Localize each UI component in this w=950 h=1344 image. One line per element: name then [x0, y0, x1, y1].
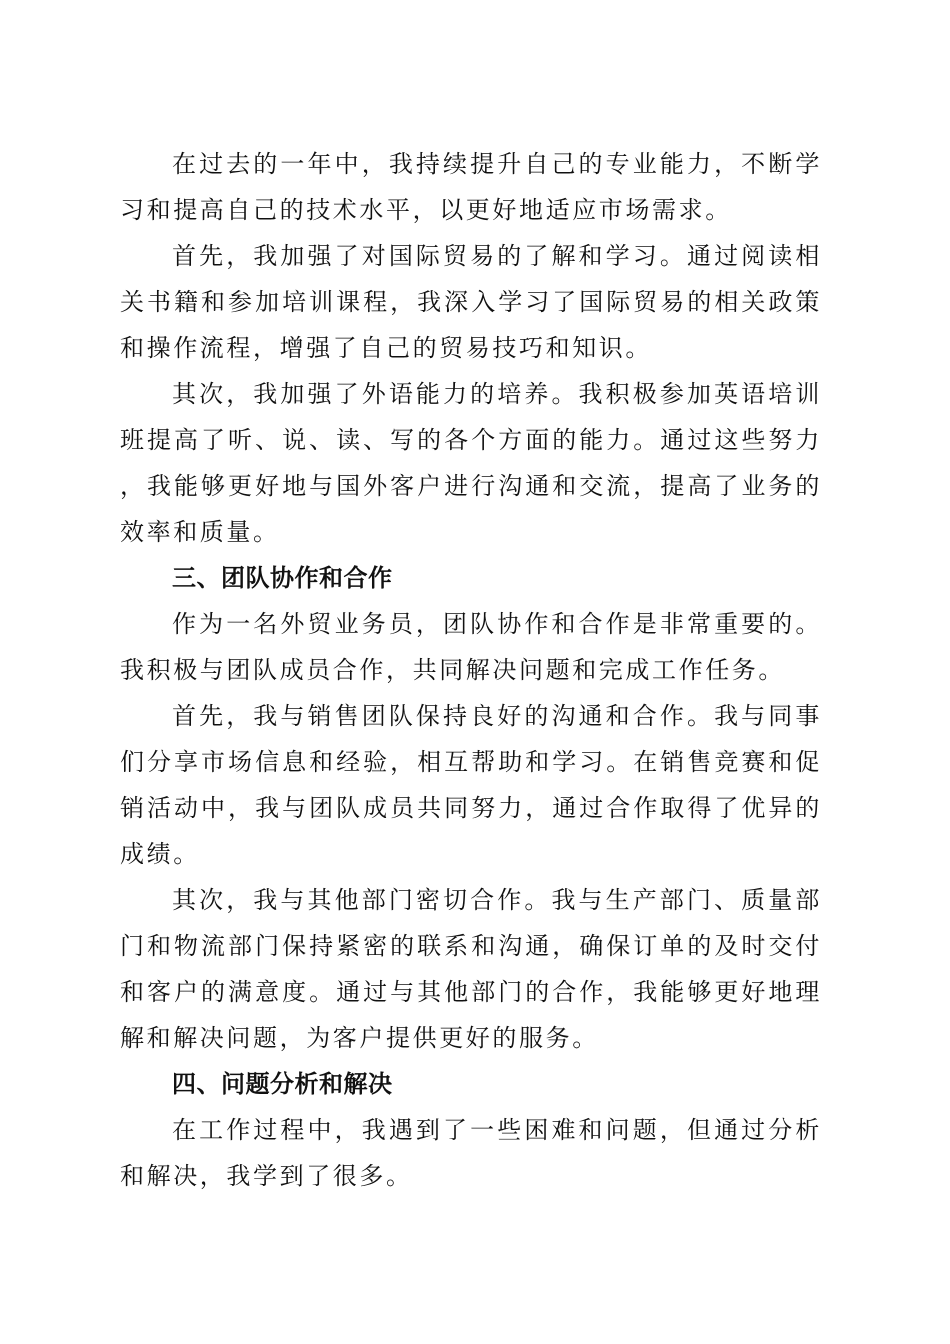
paragraph-teamwork-intro: 作为一名外贸业务员，团队协作和合作是非常重要的。我积极与团队成员合作，共同解决问题和完成工作任务。: [120, 610, 822, 684]
section-heading-teamwork: 三、团队协作和合作: [172, 564, 393, 592]
document-body: [120, 141, 822, 1199]
paragraph-problem-solving: 在工作过程中，我遇到了一些困难和问题，但通过分析和解决，我学到了很多。: [120, 1116, 822, 1190]
section-heading-problem-solving: 四、问题分析和解决: [172, 1070, 393, 1098]
paragraph-other-departments: 其次，我与其他部门密切合作。我与生产部门、质量部门和物流部门保持紧密的联系和沟通，确保订单的及时交付和客户的满意度。通过与其他部门的合作，我能够更好地理解和解决问题，为客户提供更好的服务。: [120, 886, 822, 1052]
paragraph-sales-team: 首先，我与销售团队保持良好的沟通和合作。我与同事们分享市场信息和经验，相互帮助和学习。在销售竞赛和促销活动中，我与团队成员共同努力，通过合作取得了优异的成绩。: [120, 702, 822, 868]
paragraph-trade-learning: 首先，我加强了对国际贸易的了解和学习。通过阅读相关书籍和参加培训课程，我深入学习了国际贸易的相关政策和操作流程，增强了自己的贸易技巧和知识。: [120, 242, 822, 362]
paragraph-skill-improvement: 在过去的一年中，我持续提升自己的专业能力，不断学习和提高自己的技术水平，以更好地适应市场需求。: [120, 150, 822, 224]
paragraph-language-training: 其次，我加强了外语能力的培养。我积极参加英语培训班提高了听、说、读、写的各个方面的能力。通过这些努力，我能够更好地与国外客户进行沟通和交流，提高了业务的效率和质量。: [120, 380, 822, 546]
